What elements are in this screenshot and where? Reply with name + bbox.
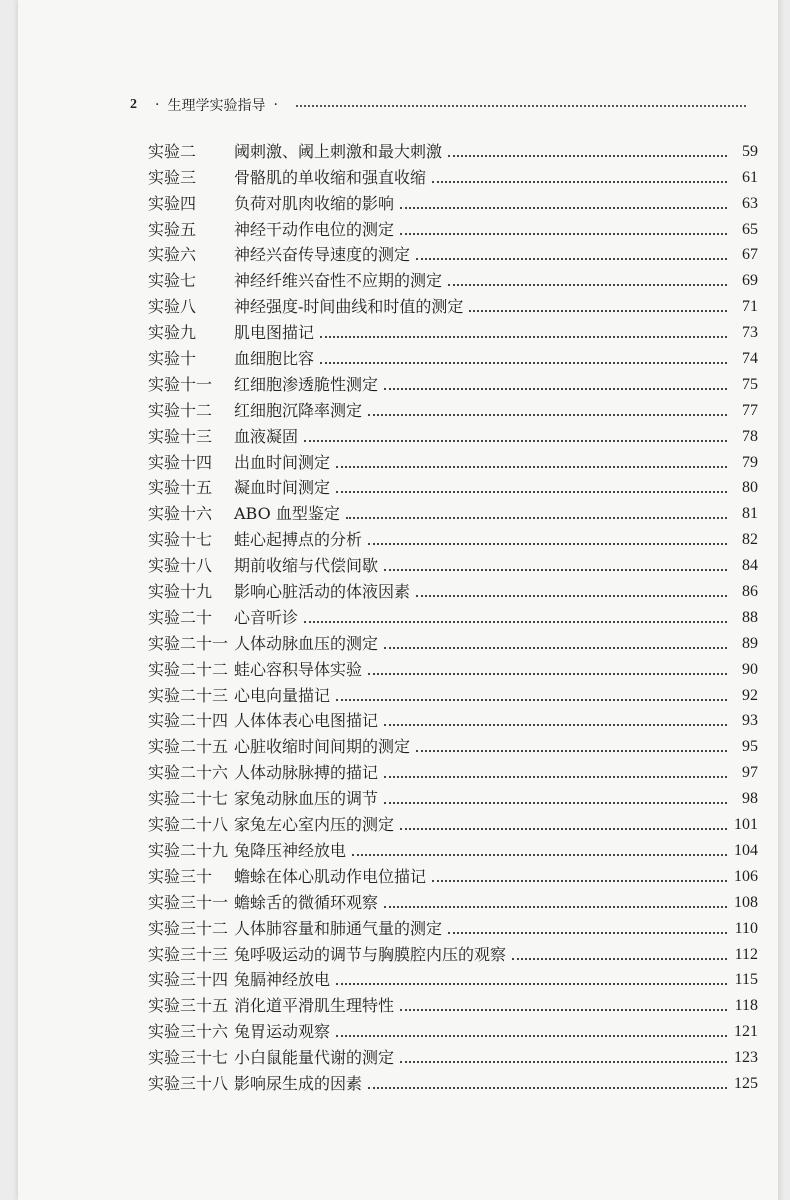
toc-entry-title: 家兔左心室内压的测定: [234, 815, 395, 835]
toc-entry-title: 影响尿生成的因素: [234, 1073, 363, 1093]
toc-entry-page: 69: [742, 272, 758, 290]
toc-entry: [148, 266, 758, 292]
toc-entry-number: 实验十: [148, 349, 197, 369]
toc-dot-leader: [384, 776, 727, 778]
toc-entry-page: 79: [742, 453, 758, 471]
toc-entry-title: 人体动脉血压的测定: [234, 633, 379, 653]
toc-entry-page: 80: [742, 479, 758, 497]
toc-entry-page: 123: [734, 1049, 758, 1067]
toc-dot-leader: [432, 181, 727, 183]
toc-dot-leader: [336, 1035, 727, 1037]
table-of-contents: [148, 137, 758, 1095]
toc-entry-title: 小白鼠能量代谢的测定: [234, 1048, 395, 1068]
toc-dot-leader: [400, 233, 727, 235]
book-page: [18, 0, 778, 1200]
toc-entry-page: 92: [742, 686, 758, 704]
toc-entry-page: 89: [742, 634, 758, 652]
toc-dot-leader: [400, 1061, 727, 1063]
toc-entry: [148, 888, 758, 914]
toc-entry-number: 实验八: [148, 297, 197, 317]
toc-dot-leader: [416, 750, 727, 752]
toc-entry-page: 77: [742, 401, 758, 419]
toc-entry-page: 106: [734, 867, 758, 885]
toc-entry-page: 118: [734, 997, 758, 1015]
toc-entry-page: 75: [742, 375, 758, 393]
toc-entry-number: 实验三十: [148, 866, 213, 886]
toc-dot-leader: [400, 828, 727, 830]
toc-dot-leader: [416, 258, 727, 260]
toc-entry-number: 实验三十七: [148, 1048, 229, 1068]
toc-entry-number: 实验十九: [148, 582, 213, 602]
toc-entry-title: 期前收缩与代偿间歇: [234, 556, 379, 576]
toc-dot-leader: [320, 336, 727, 338]
toc-dot-leader: [336, 699, 727, 701]
toc-entry-title: 兔膈神经放电: [234, 970, 331, 990]
toc-entry: [148, 836, 758, 862]
toc-entry: [148, 292, 758, 318]
toc-entry-number: 实验二十三: [148, 685, 229, 705]
toc-entry-title: 人体肺容量和肺通气量的测定: [234, 918, 443, 938]
toc-entry: [148, 991, 758, 1017]
toc-entry: [148, 137, 758, 163]
toc-entry-number: 实验五: [148, 219, 197, 239]
toc-entry-number: 实验十六: [148, 504, 213, 524]
toc-dot-leader: [432, 880, 727, 882]
toc-entry-number: 实验十三: [148, 426, 213, 446]
toc-entry-number: 实验三十五: [148, 996, 229, 1016]
toc-dot-leader: [336, 466, 727, 468]
toc-dot-leader: [384, 569, 727, 571]
toc-entry-number: 实验二十一: [148, 633, 229, 653]
toc-entry-title: ABO 血型鉴定: [234, 504, 340, 524]
toc-dot-leader: [416, 595, 727, 597]
header-book-title: 生理学实验指导: [167, 98, 266, 114]
toc-entry: [148, 862, 758, 888]
toc-dot-leader: [352, 854, 727, 856]
toc-entry-number: 实验三十三: [148, 944, 229, 964]
toc-entry: [148, 966, 758, 992]
toc-entry-page: 112: [734, 945, 758, 963]
toc-entry: [148, 499, 758, 525]
toc-entry-title: 人体动脉脉搏的描记: [234, 763, 379, 783]
toc-entry-page: 110: [734, 919, 758, 937]
toc-entry: [148, 603, 758, 629]
header-separator-dot-1: ·: [155, 97, 160, 113]
toc-entry-title: 红细胞沉降率测定: [234, 400, 363, 420]
toc-entry-number: 实验二十五: [148, 737, 229, 757]
toc-entry-title: 兔呼吸运动的调节与胸膜腔内压的观察: [234, 944, 507, 964]
toc-dot-leader: [384, 388, 727, 390]
toc-entry: [148, 215, 758, 241]
toc-entry-title: 骨骼肌的单收缩和强直收缩: [234, 167, 427, 187]
toc-dot-leader: [304, 621, 727, 623]
toc-entry-title: 心电向量描记: [234, 685, 331, 705]
toc-entry-number: 实验十四: [148, 452, 213, 472]
toc-entry-page: 84: [742, 557, 758, 575]
toc-entry-page: 74: [742, 350, 758, 368]
toc-dot-leader: [384, 647, 727, 649]
toc-entry-page: 108: [734, 893, 758, 911]
toc-entry: [148, 241, 758, 267]
toc-entry-title: 神经干动作电位的测定: [234, 219, 395, 239]
toc-entry-title: 肌电图描记: [234, 323, 315, 343]
toc-dot-leader: [368, 1087, 727, 1089]
toc-entry: [148, 370, 758, 396]
toc-dot-leader: [368, 414, 727, 416]
toc-entry: [148, 448, 758, 474]
toc-entry: [148, 784, 758, 810]
toc-entry-title: 蟾蜍在体心肌动作电位描记: [234, 866, 427, 886]
toc-entry-title: 神经纤维兴奋性不应期的测定: [234, 271, 443, 291]
toc-dot-leader: [469, 310, 727, 312]
header-page-number: 2: [130, 97, 137, 112]
toc-dot-leader: [384, 906, 727, 908]
toc-entry-title: 影响心脏活动的体液因素: [234, 582, 411, 602]
toc-entry-page: 121: [734, 1023, 758, 1041]
toc-entry-title: 蟾蜍舌的微循环观察: [234, 892, 379, 912]
toc-entry-page: 71: [742, 298, 758, 316]
toc-dot-leader: [384, 802, 727, 804]
toc-dot-leader: [512, 958, 727, 960]
toc-entry-number: 实验四: [148, 193, 197, 213]
toc-entry-title: 心音听诊: [234, 607, 299, 627]
toc-entry-number: 实验二十七: [148, 789, 229, 809]
toc-entry: [148, 732, 758, 758]
toc-dot-leader: [336, 983, 727, 985]
toc-entry: [148, 318, 758, 344]
toc-entry: [148, 474, 758, 500]
toc-entry-page: 61: [742, 168, 758, 186]
toc-entry-title: 红细胞渗透脆性测定: [234, 374, 379, 394]
toc-dot-leader: [448, 932, 727, 934]
toc-entry: [148, 396, 758, 422]
toc-entry: [148, 681, 758, 707]
toc-entry-title: 凝血时间测定: [234, 478, 331, 498]
toc-entry-number: 实验二十二: [148, 659, 229, 679]
toc-entry-title: 血液凝固: [234, 426, 299, 446]
toc-entry: [148, 163, 758, 189]
toc-entry-number: 实验十五: [148, 478, 213, 498]
toc-entry-page: 115: [734, 971, 758, 989]
toc-entry: [148, 577, 758, 603]
toc-entry-title: 心脏收缩时间间期的测定: [234, 737, 411, 757]
toc-dot-leader: [320, 362, 727, 364]
toc-dot-leader: [346, 517, 727, 519]
toc-dot-leader: [448, 155, 727, 157]
toc-entry-page: 82: [742, 531, 758, 549]
toc-entry-number: 实验二十四: [148, 711, 229, 731]
toc-entry-title: 阈刺激、阈上刺激和最大刺激: [234, 141, 443, 161]
toc-entry-number: 实验十八: [148, 556, 213, 576]
toc-entry-number: 实验三十一: [148, 892, 229, 912]
toc-entry: [148, 940, 758, 966]
toc-entry: [148, 629, 758, 655]
toc-entry-page: 104: [734, 841, 758, 859]
toc-dot-leader: [368, 673, 727, 675]
toc-entry-number: 实验十二: [148, 400, 213, 420]
toc-entry-number: 实验二十九: [148, 840, 229, 860]
toc-entry: [148, 344, 758, 370]
toc-dot-leader: [400, 207, 727, 209]
toc-entry: [148, 810, 758, 836]
toc-entry-number: 实验三十四: [148, 970, 229, 990]
toc-entry: [148, 551, 758, 577]
toc-entry-page: 65: [742, 220, 758, 238]
toc-entry-title: 神经强度-时间曲线和时值的测定: [234, 297, 464, 317]
toc-entry-title: 人体体表心电图描记: [234, 711, 379, 731]
toc-entry-page: 101: [734, 816, 758, 834]
toc-entry-number: 实验十一: [148, 374, 213, 394]
toc-entry-page: 93: [742, 712, 758, 730]
toc-entry: [148, 914, 758, 940]
toc-entry-number: 实验九: [148, 323, 197, 343]
toc-entry-number: 实验六: [148, 245, 197, 265]
toc-entry: [148, 189, 758, 215]
toc-entry-number: 实验二: [148, 141, 197, 161]
toc-entry: [148, 758, 758, 784]
toc-entry-page: 73: [742, 324, 758, 342]
toc-entry-title: 血细胞比容: [234, 349, 315, 369]
toc-entry-page: 95: [742, 738, 758, 756]
toc-entry-title: 蛙心起搏点的分析: [234, 530, 363, 550]
toc-entry: [148, 1069, 758, 1095]
toc-entry: [148, 655, 758, 681]
toc-entry-number: 实验十七: [148, 530, 213, 550]
toc-entry-title: 蛙心容积导体实验: [234, 659, 363, 679]
toc-dot-leader: [384, 724, 727, 726]
toc-entry-page: 125: [734, 1074, 758, 1092]
toc-entry: [148, 422, 758, 448]
toc-entry-number: 实验三十二: [148, 918, 229, 938]
toc-entry-page: 98: [742, 790, 758, 808]
toc-dot-leader: [336, 491, 727, 493]
toc-entry-page: 86: [742, 583, 758, 601]
toc-entry-page: 97: [742, 764, 758, 782]
toc-entry-title: 兔胃运动观察: [234, 1022, 331, 1042]
toc-entry: [148, 707, 758, 733]
toc-entry-page: 78: [742, 427, 758, 445]
toc-entry: [148, 1043, 758, 1069]
toc-entry-number: 实验三: [148, 167, 197, 187]
toc-entry-title: 消化道平滑肌生理特性: [234, 996, 395, 1016]
toc-entry-page: 88: [742, 608, 758, 626]
running-header: [130, 95, 746, 115]
toc-dot-leader: [368, 543, 727, 545]
toc-dot-leader: [304, 440, 727, 442]
toc-entry-page: 59: [742, 142, 758, 160]
header-separator-dot-2: ·: [273, 97, 278, 113]
toc-entry-title: 出血时间测定: [234, 452, 331, 472]
toc-entry-page: 90: [742, 660, 758, 678]
toc-entry-number: 实验二十: [148, 607, 213, 627]
toc-entry-page: 63: [742, 194, 758, 212]
toc-entry-page: 81: [742, 505, 758, 523]
toc-entry-title: 兔降压神经放电: [234, 840, 347, 860]
toc-entry-number: 实验三十六: [148, 1022, 229, 1042]
toc-entry-number: 实验三十八: [148, 1073, 229, 1093]
toc-entry-title: 家兔动脉血压的调节: [234, 789, 379, 809]
toc-entry: [148, 1017, 758, 1043]
toc-entry-number: 实验二十六: [148, 763, 229, 783]
toc-dot-leader: [448, 284, 727, 286]
header-dotted-leader: [296, 105, 746, 107]
toc-entry-page: 67: [742, 246, 758, 264]
toc-entry-title: 负荷对肌肉收缩的影响: [234, 193, 395, 213]
toc-dot-leader: [400, 1009, 727, 1011]
toc-entry-number: 实验七: [148, 271, 197, 291]
toc-entry-title: 神经兴奋传导速度的测定: [234, 245, 411, 265]
toc-entry: [148, 525, 758, 551]
toc-entry-number: 实验二十八: [148, 815, 229, 835]
